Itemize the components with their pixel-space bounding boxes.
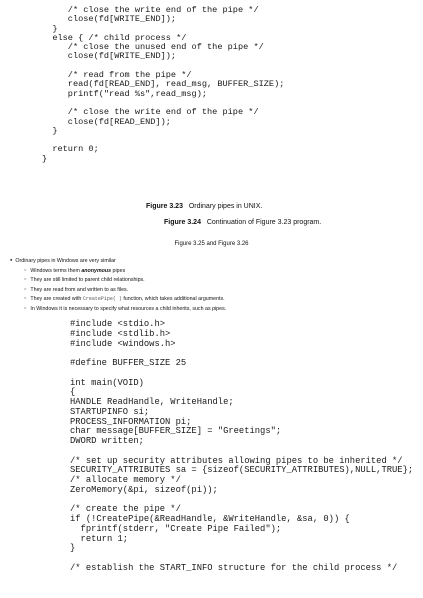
inline-code: CreatePipe( ) — [82, 296, 122, 303]
figure-caption-text: Continuation of Figure 3.23 program. — [206, 219, 322, 226]
code-line: char message[BUFFER_SIZE] = "Greetings"; — [70, 426, 282, 437]
figure-label: Figure 3.24 — [164, 219, 201, 226]
code-line: /* allocate memory */ — [70, 475, 181, 485]
code-line: int main(VOID) — [70, 377, 144, 388]
code-line: return 1; — [70, 533, 129, 544]
code-line: close(fd[READ_END]); — [42, 116, 171, 127]
list-item — [24, 266, 226, 276]
code-line: if (!CreatePipe(&ReadHandle, &WriteHandle, &sa, 0)) { — [70, 514, 350, 524]
list-item-text: function, which takes additional arguments. — [121, 296, 225, 303]
code-line: SECURITY_ATTRIBUTES sa = {sizeof(SECURITY_ATTRIBUTES),NULL,TRUE}; — [70, 465, 414, 476]
code-line: #define BUFFER_SIZE 25 — [70, 358, 187, 368]
code-line: ZeroMemory(&pi, sizeof(pi)); — [70, 484, 218, 495]
figure-caption-3-24 — [164, 219, 321, 226]
notes-list — [10, 256, 226, 314]
code-line: else { /* child process */ — [42, 32, 187, 43]
list-item: ○ In Windows it is necessary to specify what resources a child inherits, such as pipes. — [24, 304, 226, 314]
code-line: #include <stdio.h> — [70, 319, 166, 329]
list-item-text: They are created with — [30, 296, 83, 303]
emphasis-text: anonymous — [81, 267, 112, 274]
code-line: /* close the write end of the pipe */ — [42, 5, 259, 15]
code-line: /* close the write end of the pipe */ — [42, 107, 259, 118]
code-line: /* set up security attributes allowing pipes to be inherited */ — [70, 455, 403, 466]
code-line: /* close the unused end of the pipe */ — [42, 42, 264, 53]
code-line: #include <windows.h> — [70, 338, 176, 349]
code-line: } — [42, 125, 58, 136]
list-item: ○ They are still limited to parent child relationships. — [24, 275, 226, 285]
code-line: PROCESS_INFORMATION pi; — [70, 416, 192, 427]
code-line: HANDLE ReadHandle, WriteHandle; — [70, 397, 234, 407]
list-item-text: pipes — [111, 267, 126, 274]
code-line: return 0; — [42, 144, 99, 155]
code-listing-top — [42, 6, 284, 164]
code-line: /* read from the pipe */ — [42, 70, 192, 81]
code-line: { — [70, 387, 76, 398]
list-item-text: Windows terms them — [30, 267, 82, 274]
code-line: #include <stdlib.h> — [70, 328, 171, 339]
code-line: /* establish the START_INFO structure for the child process */ — [70, 562, 398, 573]
figure-label: Figure 3.23 — [146, 203, 183, 210]
list-item: ○ They are read from and written to as files. — [24, 285, 226, 295]
code-line: /* create the pipe */ — [70, 504, 181, 515]
code-line: STARTUPINFO si; — [70, 406, 150, 417]
code-line: DWORD written; — [70, 436, 144, 446]
figure-caption-3-23 — [146, 203, 262, 210]
code-line: } — [70, 543, 76, 554]
code-line: } — [42, 23, 58, 34]
code-line: fprintf(stderr, "Create Pipe Failed"); — [70, 523, 282, 534]
code-line: close(fd[WRITE_END]); — [42, 14, 177, 25]
code-listing-bottom — [70, 320, 413, 574]
code-line: } — [42, 153, 48, 164]
notes-sub-list — [10, 266, 226, 314]
section-title: Figure 3.25 and Figure 3.26 — [174, 241, 249, 247]
code-line: read(fd[READ_END], read_msg, BUFFER_SIZE); — [42, 79, 285, 90]
code-line: printf("read %s",read_msg); — [42, 88, 208, 99]
code-line: close(fd[WRITE_END]); — [42, 51, 177, 62]
notes-main-bullet: ● Ordinary pipes in Windows are very similar — [10, 256, 226, 266]
figure-caption-text: Ordinary pipes in UNIX. — [188, 203, 263, 210]
list-item — [24, 294, 226, 304]
